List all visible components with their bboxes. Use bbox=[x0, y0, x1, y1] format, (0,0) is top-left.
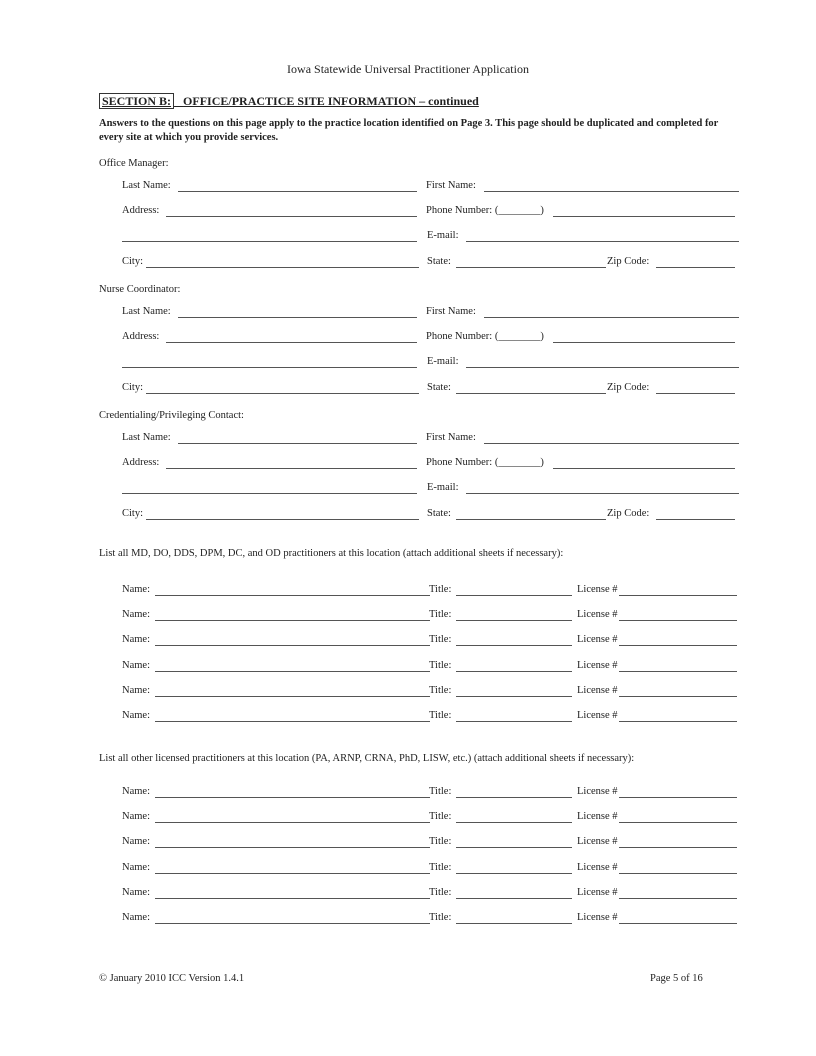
practitioner-license-field[interactable] bbox=[619, 886, 737, 899]
last-name-field[interactable] bbox=[178, 431, 417, 444]
practitioner-name-label: Name: bbox=[122, 634, 150, 646]
practitioner-license-field[interactable] bbox=[619, 835, 737, 848]
email-field[interactable] bbox=[466, 229, 739, 242]
zip-code-label: Zip Code: bbox=[607, 508, 650, 519]
practitioner-license-field[interactable] bbox=[619, 633, 737, 646]
last-name-field[interactable] bbox=[178, 179, 417, 192]
practitioner-name-label: Name: bbox=[122, 912, 150, 923]
practitioner-name-label: Name: bbox=[122, 684, 150, 696]
practitioner-title-field[interactable] bbox=[456, 886, 572, 899]
section-title: OFFICE/PRACTICE SITE INFORMATION – continued bbox=[183, 94, 479, 108]
practitioner-name-field[interactable] bbox=[155, 911, 430, 924]
practitioner-title-field[interactable] bbox=[456, 608, 572, 621]
state-field[interactable] bbox=[456, 255, 606, 268]
practitioner-name-field[interactable] bbox=[155, 659, 430, 672]
practitioner-title-label: Title: bbox=[429, 912, 452, 923]
email-label: E-mail: bbox=[427, 482, 459, 493]
practitioner-title-field[interactable] bbox=[456, 810, 572, 823]
address-label: Address: bbox=[122, 205, 160, 216]
practitioner-license-label: License # bbox=[577, 861, 618, 873]
address-line1-field[interactable] bbox=[166, 330, 417, 343]
practitioner-title-label: Title: bbox=[429, 886, 452, 898]
practitioner-title-field[interactable] bbox=[456, 911, 572, 924]
email-label: E-mail: bbox=[427, 356, 459, 367]
practitioner-name-field[interactable] bbox=[155, 633, 430, 646]
practitioner-title-label: Title: bbox=[429, 609, 452, 621]
contact-group-label: Office Manager: bbox=[99, 158, 169, 169]
address-line2-field[interactable] bbox=[122, 481, 417, 494]
instructions-text: Answers to the questions on this page apply to the practice location identified on Page 3. This page should be duplicated and completed for every site at which you provide services. bbox=[99, 118, 719, 143]
practitioner-name-label: Name: bbox=[122, 836, 150, 848]
state-field[interactable] bbox=[456, 381, 606, 394]
zip-code-label: Zip Code: bbox=[607, 256, 650, 267]
practitioner-name-label: Name: bbox=[122, 861, 150, 873]
practitioner-license-label: License # bbox=[577, 609, 618, 621]
address-label: Address: bbox=[122, 331, 160, 342]
email-label: E-mail: bbox=[427, 230, 459, 241]
practitioner-name-field[interactable] bbox=[155, 684, 430, 697]
footer-version: © January 2010 ICC Version 1.4.1 bbox=[99, 973, 245, 984]
section-heading bbox=[99, 94, 479, 109]
practitioner-license-field[interactable] bbox=[619, 583, 737, 596]
phone-label: Phone Number: (________) bbox=[426, 457, 544, 468]
practitioner-license-label: License # bbox=[577, 886, 618, 898]
practitioner-title-label: Title: bbox=[429, 584, 452, 595]
practitioner-license-label: License # bbox=[577, 584, 618, 595]
practitioner-title-label: Title: bbox=[429, 634, 452, 646]
practitioner-title-field[interactable] bbox=[456, 684, 572, 697]
practitioner-license-label: License # bbox=[577, 912, 618, 923]
city-field[interactable] bbox=[146, 507, 419, 520]
practitioner-license-field[interactable] bbox=[619, 608, 737, 621]
practitioner-name-label: Name: bbox=[122, 811, 150, 823]
last-name-field[interactable] bbox=[178, 305, 417, 318]
practitioner-license-label: License # bbox=[577, 684, 618, 696]
zip-code-field[interactable] bbox=[656, 255, 735, 268]
practitioner-name-field[interactable] bbox=[155, 886, 430, 899]
practitioner-license-label: License # bbox=[577, 634, 618, 646]
first-name-label: First Name: bbox=[426, 432, 476, 443]
zip-code-field[interactable] bbox=[656, 381, 735, 394]
zip-code-label: Zip Code: bbox=[607, 382, 650, 393]
email-field[interactable] bbox=[466, 481, 739, 494]
practitioner-name-label: Name: bbox=[122, 609, 150, 621]
first-name-label: First Name: bbox=[426, 306, 476, 317]
city-field[interactable] bbox=[146, 255, 419, 268]
practitioner-title-label: Title: bbox=[429, 659, 452, 671]
state-field[interactable] bbox=[456, 507, 606, 520]
practitioner-license-field[interactable] bbox=[619, 861, 737, 874]
practitioner-license-field[interactable] bbox=[619, 684, 737, 697]
practitioner-title-label: Title: bbox=[429, 811, 452, 823]
practitioner-name-label: Name: bbox=[122, 786, 150, 797]
last-name-label: Last Name: bbox=[122, 180, 171, 191]
address-line1-field[interactable] bbox=[166, 204, 417, 217]
practitioner-name-label: Name: bbox=[122, 710, 150, 721]
practitioner-list-heading: List all MD, DO, DDS, DPM, DC, and OD practitioners at this location (attach additional sheets if necessary): bbox=[99, 548, 564, 559]
practitioner-license-label: License # bbox=[577, 786, 618, 797]
last-name-label: Last Name: bbox=[122, 306, 171, 317]
practitioner-license-field[interactable] bbox=[619, 911, 737, 924]
first-name-field[interactable] bbox=[484, 305, 739, 318]
city-label: City: bbox=[122, 508, 144, 519]
practitioner-license-label: License # bbox=[577, 811, 618, 823]
phone-field[interactable] bbox=[553, 204, 735, 217]
city-label: City: bbox=[122, 256, 144, 267]
practitioner-name-field[interactable] bbox=[155, 709, 430, 722]
phone-label: Phone Number: (________) bbox=[426, 205, 544, 216]
practitioner-license-field[interactable] bbox=[619, 659, 737, 672]
practitioner-title-field[interactable] bbox=[456, 835, 572, 848]
practitioner-title-field[interactable] bbox=[456, 583, 572, 596]
practitioner-name-field[interactable] bbox=[155, 835, 430, 848]
practitioner-title-label: Title: bbox=[429, 786, 452, 797]
state-label: State: bbox=[427, 256, 451, 267]
address-label: Address: bbox=[122, 457, 160, 468]
contact-group-label: Nurse Coordinator: bbox=[99, 284, 181, 295]
practitioner-name-field[interactable] bbox=[155, 861, 430, 874]
practitioner-name-field[interactable] bbox=[155, 608, 430, 621]
practitioner-title-field[interactable] bbox=[456, 861, 572, 874]
document-title: Iowa Statewide Universal Practitioner Application bbox=[287, 62, 529, 76]
practitioner-title-field[interactable] bbox=[456, 633, 572, 646]
section-label: SECTION B: bbox=[99, 93, 174, 109]
practitioner-name-label: Name: bbox=[122, 659, 150, 671]
practitioner-license-label: License # bbox=[577, 659, 618, 671]
city-label: City: bbox=[122, 382, 144, 393]
practitioner-name-label: Name: bbox=[122, 886, 150, 898]
practitioner-title-field[interactable] bbox=[456, 785, 572, 798]
phone-label: Phone Number: (________) bbox=[426, 331, 544, 342]
city-field[interactable] bbox=[146, 381, 419, 394]
address-line2-field[interactable] bbox=[122, 229, 417, 242]
practitioner-list-heading: List all other licensed practitioners at this location (PA, ARNP, CRNA, PhD, LISW, etc.) (attach additional sheets if necessary): bbox=[99, 753, 635, 764]
practitioner-title-field[interactable] bbox=[456, 659, 572, 672]
first-name-field[interactable] bbox=[484, 179, 739, 192]
practitioner-title-label: Title: bbox=[429, 836, 452, 848]
address-line2-field[interactable] bbox=[122, 355, 417, 368]
practitioner-license-field[interactable] bbox=[619, 810, 737, 823]
state-label: State: bbox=[427, 382, 451, 393]
footer-page-number: Page 5 of 16 bbox=[650, 973, 703, 984]
last-name-label: Last Name: bbox=[122, 432, 171, 443]
practitioner-license-field[interactable] bbox=[619, 785, 737, 798]
address-line1-field[interactable] bbox=[166, 456, 417, 469]
practitioner-name-field[interactable] bbox=[155, 583, 430, 596]
first-name-label: First Name: bbox=[426, 180, 476, 191]
practitioner-license-field[interactable] bbox=[619, 709, 737, 722]
phone-field[interactable] bbox=[553, 330, 735, 343]
contact-group-label: Credentialing/Privileging Contact: bbox=[99, 410, 244, 421]
practitioner-title-field[interactable] bbox=[456, 709, 572, 722]
email-field[interactable] bbox=[466, 355, 739, 368]
practitioner-name-label: Name: bbox=[122, 584, 150, 595]
state-label: State: bbox=[427, 508, 451, 519]
practitioner-title-label: Title: bbox=[429, 861, 452, 873]
practitioner-title-label: Title: bbox=[429, 684, 452, 696]
practitioner-name-field[interactable] bbox=[155, 810, 430, 823]
practitioner-license-label: License # bbox=[577, 710, 618, 721]
phone-field[interactable] bbox=[553, 456, 735, 469]
practitioner-license-label: License # bbox=[577, 836, 618, 848]
practitioner-title-label: Title: bbox=[429, 710, 452, 721]
practitioner-name-field[interactable] bbox=[155, 785, 430, 798]
zip-code-field[interactable] bbox=[656, 507, 735, 520]
first-name-field[interactable] bbox=[484, 431, 739, 444]
